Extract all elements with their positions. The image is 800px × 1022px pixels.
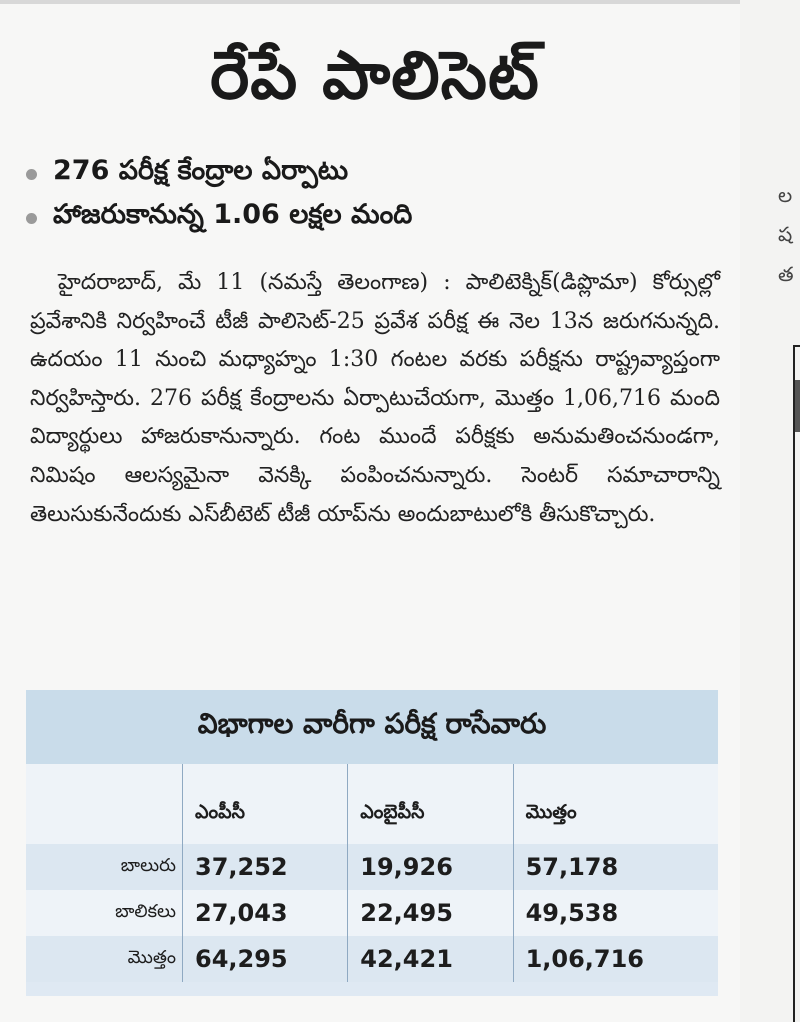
table-cell: 37,252: [183, 844, 348, 890]
table-cell: 27,043: [183, 890, 348, 936]
bullet-dot-icon: [26, 169, 37, 180]
table-title: విభాగాల వారీగా పరీక్ష రాసేవారు: [26, 690, 718, 764]
table-header-row: [26, 764, 718, 844]
adjacent-box-bar: [795, 380, 800, 432]
adjacent-box-frame: [793, 345, 800, 1022]
headline: రేపే పాలిసెట్: [210, 37, 540, 114]
bullet-item: [26, 152, 726, 196]
stats-table: [26, 764, 718, 982]
header-cell-mpc: ఎంపీసీ: [183, 764, 348, 844]
table-cell: 19,926: [348, 844, 513, 890]
table-cell: 1,06,716: [513, 936, 718, 982]
header-cell-bipc: ఎంబైపీసీ: [348, 764, 513, 844]
top-rule: [0, 0, 800, 4]
table-row: [26, 844, 718, 890]
stats-table-box: [26, 690, 718, 996]
table-cell: 57,178: [513, 844, 718, 890]
row-label: బాలురు: [120, 854, 176, 876]
table-cell: 22,495: [348, 890, 513, 936]
header-cell-empty: [26, 764, 183, 844]
bullet-list: [26, 152, 726, 240]
row-label: మొత్తం: [127, 946, 176, 968]
table-cell: 64,295: [183, 936, 348, 982]
adjacent-column-fragment: ల: [778, 183, 793, 207]
bullet-text: 276 పరీక్ష కేంద్రాల ఏర్పాటు: [53, 155, 349, 186]
table-row: [26, 890, 718, 936]
article-body: హైదరాబాద్, మే 11 (నమస్తే తెలంగాణ) : పాలిటెక్నిక్(డిప్లొమా) కోర్సుల్లో ప్రవేశానికి నిర్వహించే టీజీ పాలిసెట్-25 ప్రవేశ పరీక్ష ఈ నెల 13న జరుగనున్నది. ఉదయం 11 నుంచి మధ్యాహ్నం 1:30 గంటల వరకు పరీక్షను రాష్ట్రవ్యాప్తంగా నిర్వహిస్తారు. 276 పరీక్ష కేంద్రాలను ఏర్పాటుచేయగా, మొత్తం 1,06,716 మంది విద్యార్థులు హాజరుకానున్నారు. గంట ముందే పరీక్షకు అనుమతించనుండగా, నిమిషం ఆలస్యమైనా వెనక్కి పంపించనున్నారు. సెంటర్ సమాచారాన్ని తెలుసుకునేందుకు ఎస్‌బీటెట్ టీజీ యాప్‌ను అందుబాటులోకి తీసుకొచ్చారు.: [30, 270, 720, 527]
table-row: [26, 936, 718, 982]
header-cell-total: మొత్తం: [513, 764, 718, 844]
bullet-text: హాజరుకానున్న 1.06 లక్షల మంది: [53, 199, 413, 230]
bullet-dot-icon: [26, 213, 37, 224]
table-cell: 49,538: [513, 890, 718, 936]
adjacent-column-fragment: ష: [778, 222, 793, 246]
table-cell: 42,421: [348, 936, 513, 982]
row-label: బాలికలు: [115, 900, 176, 922]
bullet-item: [26, 196, 726, 240]
adjacent-column-fragment: త: [778, 262, 794, 286]
adjacent-column: [740, 0, 800, 1022]
